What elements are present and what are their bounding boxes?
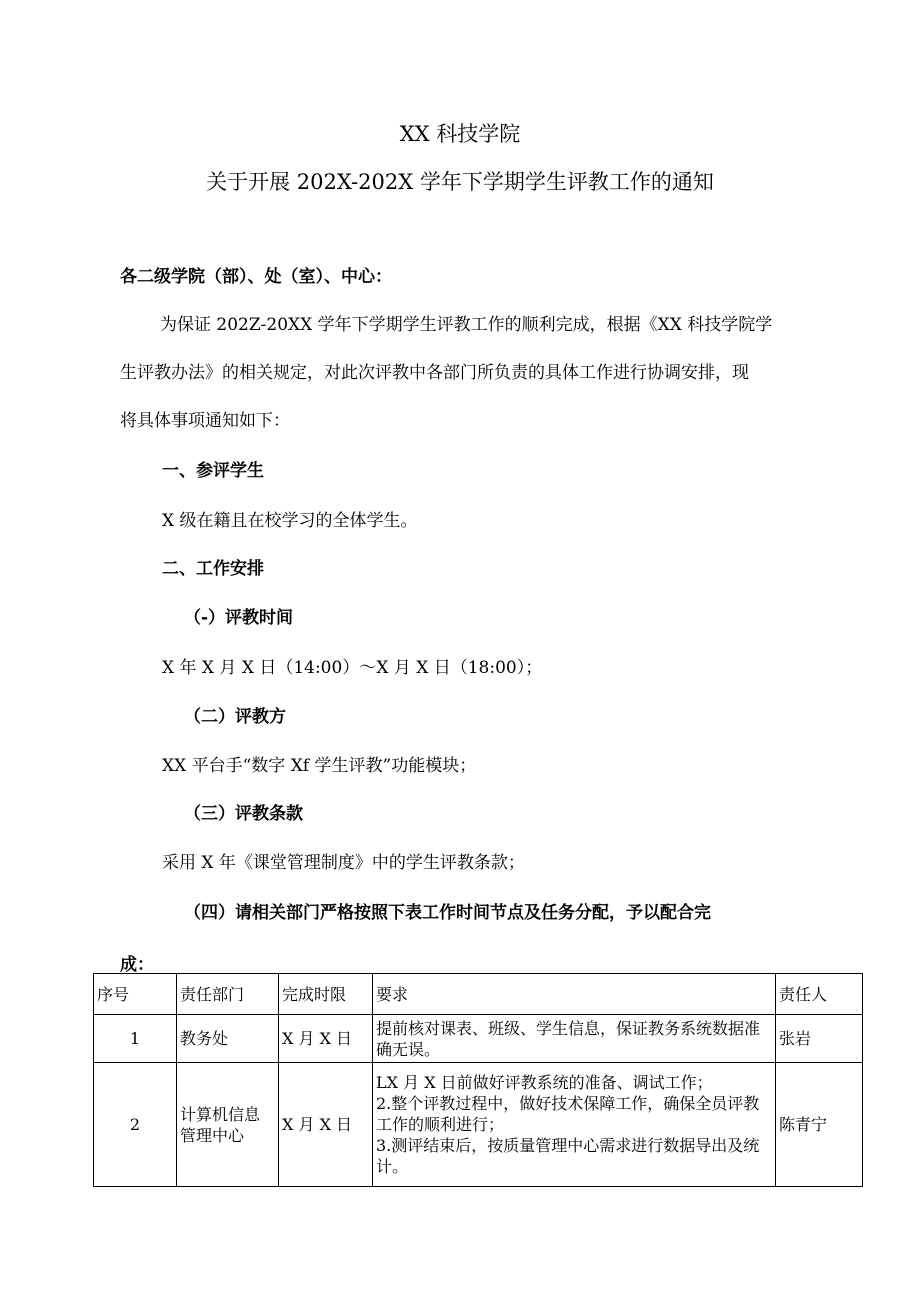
school-name: XX 科技学院 [399,122,521,146]
row-dept: 计算机信息管理中心 [177,1063,279,1187]
table-header-row [94,974,863,1015]
subsection-1-text: X 年 X 月 X 日（14:00）～X 月 X 日（18:00）； [162,658,543,678]
table-row [94,1063,863,1187]
section-2-heading: 二、工作安排 [162,559,264,579]
subsection-2-heading: （二）评教方 [184,707,286,727]
subsection-4-heading-cont: 成： [120,955,154,975]
intro-line-2: 生评教办法》的相关规定，对此次评教中各部门所负责的具体工作进行协调安排，现 [120,363,749,383]
row-dept: 教务处 [177,1015,279,1063]
intro-line-1: 为保证 202Z-20XX 学年下学期学生评教工作的顺利完成，根据《XX 科技学院学 [160,315,773,335]
requirement-line: 提前核对课表、班级、学生信息，保证教务系统数据准确无误。 [376,1018,761,1059]
header-deadline: 完成时限 [279,974,373,1015]
table-row [94,1015,863,1063]
section-1-heading: 一、参评学生 [162,461,264,481]
task-table [93,973,863,1187]
subsection-3-heading: （三）评教条款 [184,804,303,824]
row-person: 张岩 [776,1015,863,1063]
requirement-line: LX 月 X 日前做好评教系统的准备、调试工作； [376,1073,713,1092]
intro-line-3: 将具体事项通知如下： [120,411,290,431]
row-deadline: X 月 X 日 [279,1015,373,1063]
requirement-line: 2.整个评教过程中，做好技术保障工作，确保全员评教工作的顺利进行； [376,1094,760,1134]
header-person: 责任人 [776,974,863,1015]
row-requirement [373,1063,776,1187]
requirement-line: 3.测评结束后，按质量管理中心需求进行数据导出及统计。 [376,1136,760,1176]
section-1-text: X 级在籍且在校学习的全体学生。 [162,511,418,531]
header-requirement: 要求 [373,974,776,1015]
header-no: 序号 [94,974,177,1015]
subsection-4-heading: （四）请相关部门严格按照下表工作时间节点及任务分配，予以配合完 [184,903,711,923]
notice-title: 关于开展 202X-202X 学年下学期学生评教工作的通知 [206,170,714,194]
salutation: 各二级学院（部）、处（室）、中心： [120,267,392,287]
row-no: 1 [94,1015,177,1063]
header-dept: 责任部门 [177,974,279,1015]
row-person: 陈青宁 [776,1063,863,1187]
row-requirement [373,1015,776,1063]
subsection-2-text: XX 平台手“数字 Xf 学生评教”功能模块； [162,756,477,776]
row-no: 2 [94,1063,177,1187]
row-deadline: X 月 X 日 [279,1063,373,1187]
subsection-3-text: 采用 X 年《课堂管理制度》中的学生评教条款； [162,853,525,873]
subsection-1-heading: （-）评教时间 [184,608,294,628]
